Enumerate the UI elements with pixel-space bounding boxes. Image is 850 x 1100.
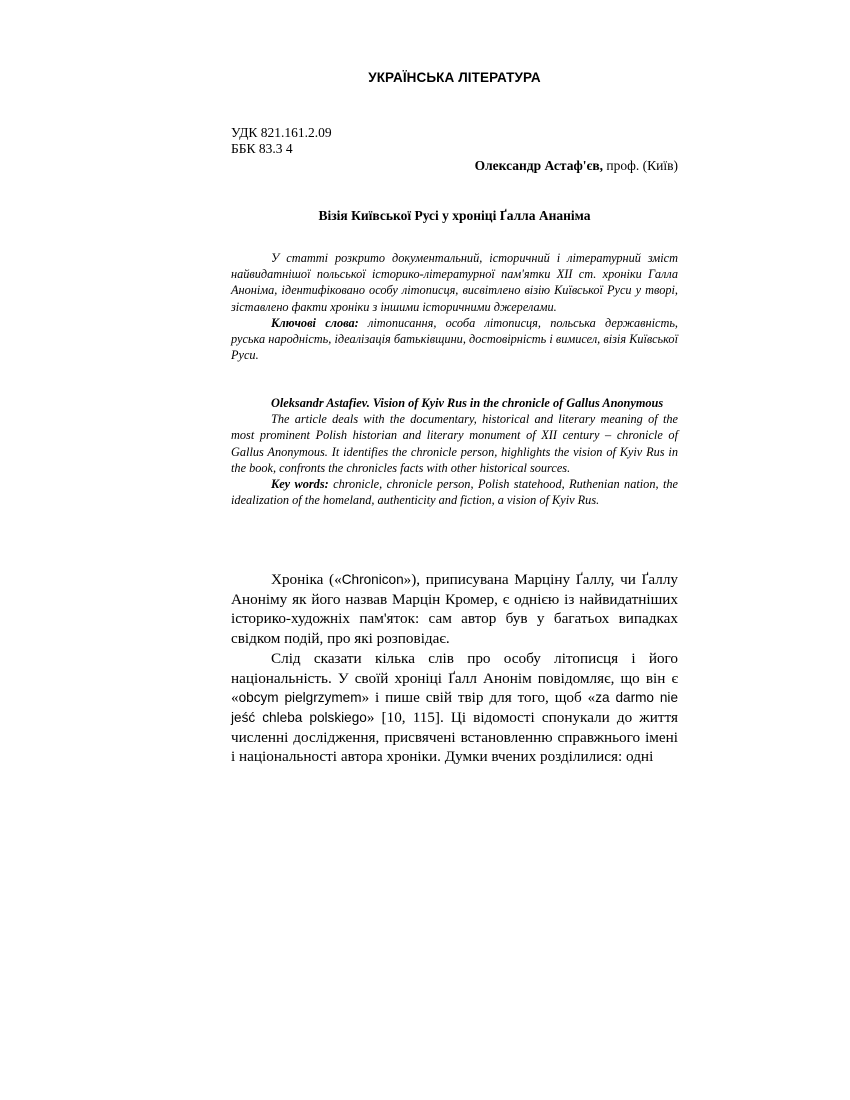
body-p1-text-b: »), приписувана Марціну Ґаллу, чи Ґаллу Аноніму як його назвав Марцін Кромер, є однією із найвидатніших історико-художніх пам'яток: сам автор був у багатьох випадках свідком подій, про які розповідає. [231,571,678,648]
body-paragraph-2 [231,649,678,767]
keywords-en-list: chronicle, chronicle person, Polish statehood, Ruthenian nation, the idealization of the homeland, authenticity and fiction, a vision of Kyiv Rus. [231,477,678,508]
body-p1-text-a: Хроніка (« [271,571,342,588]
body-p1-chronicon: Chronicon [341,572,404,587]
abstract-english [231,395,678,508]
section-heading: УКРАЇНСЬКА ЛІТЕРАТУРА [368,70,541,85]
body-p2-text-a: Слід сказати кілька слів про особу літописця і його національність. У своїй хроніці Ґалл Анонім повідомляє, що він є « [231,649,678,707]
body-p2-quote-2: za darmo nie jeść chleba polskiego [231,690,678,725]
body-paragraph-1 [231,570,678,649]
body-p2-text-c: » [10, 115]. Ці відомості спонукали до життя численні дослідження, присвячені встановленню справжнього імені і національності автора хроніки. Думки вчених розділилися: одні [231,708,678,766]
udk-code: УДК 821.161.2.09 [231,125,332,140]
body-p2-text-b: » і пише свій твір для того, щоб « [361,689,596,707]
body-p2-quote-1: obcym pielgrzymem [238,690,362,706]
keywords-en [231,476,678,508]
author-line [475,158,678,174]
article-body [231,570,678,767]
keywords-ua-list: літописання, особа літописця, польська державність, руська народність, ідеалізація батьківщини, достовірність і вимисел, візія Київської Руси. [231,315,678,363]
keywords-en-label: Key words: [271,477,329,492]
bbk-code: ББК 83.3 4 [231,141,293,156]
author-name: Олександр Астаф'єв, [474,158,604,173]
abstract-en-text: The article deals with the documentary, historical and literary meaning of the most prominent Polish historian and literary monument of XII century – chronicle of Gallus Anonymous. It identifies the chronicle person, highlights the vision of Kyiv Rus in the book, confronts the chronicles facts with other historical sources. [231,412,678,475]
author-affiliation: проф. (Київ) [603,158,678,173]
abstract-ukrainian [231,250,678,363]
abstract-ua-text: У статті розкрито документальний, історичний і літературний зміст найвидатнішої польської історико-літературної пам'ятки XII ст. хроніки Галла Аноніма, ідентифіковано особу літописця, висвітлено візію Київської Руси у творі, зіставлено факти хроніки з іншими історичними джерелами. [231,251,678,314]
keywords-ua [231,315,678,364]
article-title: Візія Київської Русі у хроніці Ґалла Ананіма [318,208,591,223]
abstract-en-heading: Oleksandr Astafiev. Vision of Kyiv Rus in the chronicle of Gallus Anonymous [271,396,664,410]
keywords-ua-label: Ключові слова: [271,315,359,330]
